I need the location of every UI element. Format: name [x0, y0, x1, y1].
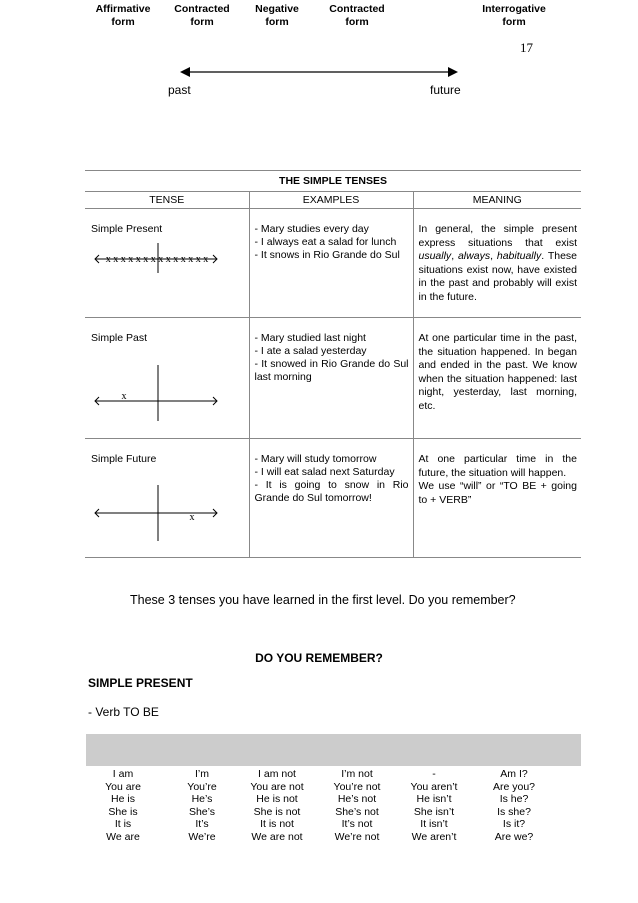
- example-line: - Mary will study tomorrow: [254, 453, 377, 465]
- table-row: [85, 318, 581, 439]
- conj-column-negative-contracted: I’m not You’re not He’s not She’s not It’s not We’re not: [333, 768, 381, 843]
- diagram-marks: x: [189, 512, 195, 523]
- conj-header: Contracted form: [174, 3, 230, 28]
- meaning-text: We use “will” or “TO BE + going to + VERB”: [418, 480, 577, 506]
- example-line: - It is going to snow in Rio Grande do Sul tomorrow!: [254, 479, 409, 504]
- simple-tenses-table: [85, 170, 581, 558]
- example-line: - It snows in Rio Grande do Sul: [254, 249, 400, 261]
- conj-header: Interrogative form: [482, 3, 546, 28]
- table-title: THE SIMPLE TENSES: [85, 171, 581, 192]
- example-line: - I always eat a salad for lunch: [254, 236, 397, 248]
- conj-column-contracted: I’m You’re He’s She’s It’s We’re: [187, 768, 217, 843]
- header-tense: TENSE: [85, 192, 249, 209]
- tense-name: Simple Past: [91, 332, 148, 344]
- timeline-diagram: [93, 363, 223, 421]
- conj-column-affirmative: I am You are He is She is It is We are: [105, 768, 141, 843]
- example-line: - Mary studies every day: [254, 223, 369, 235]
- conj-header: Negative form: [255, 3, 299, 28]
- timeline-diagram: [93, 483, 223, 543]
- meaning-text: At one particular time in the future, the situation will happen.: [418, 453, 577, 479]
- conj-header: Contracted form: [329, 3, 385, 28]
- conj-column-negative: I am not You are not He is not She is not It is not We are not: [250, 768, 304, 843]
- example-line: - It snowed in Rio Grande do Sul last morning: [254, 358, 409, 383]
- header-meaning: MEANING: [413, 192, 581, 209]
- section-heading: DO YOU REMEMBER?: [255, 651, 383, 665]
- table-row: [85, 439, 581, 558]
- remember-sentence: These 3 tenses you have learned in the first level. Do you remember?: [130, 593, 516, 607]
- tense-name: Simple Future: [91, 453, 157, 465]
- timeline-future-label: future: [430, 83, 461, 97]
- meaning-text: At one particular time in the past, the situation happened. In began and ended in the past. We know when the situation happened: last night, yesterday, last morning, etc.: [418, 332, 577, 412]
- example-line: - Mary studied last night: [254, 332, 366, 344]
- example-line: - I ate a salad yesterday: [254, 345, 367, 357]
- timeline-arrow: [170, 62, 470, 82]
- conj-column-short-negative: - You aren’t He isn’t She isn’t It isn’t We aren’t: [410, 768, 458, 843]
- meaning-text: In general, the simple present express situations that exist usually, always, habitually. These situations exist now, have existed in the past and probably will exist in the future.: [418, 223, 577, 303]
- table-row: [85, 209, 581, 318]
- subsection-title: - Verb TO BE: [88, 705, 159, 719]
- page-number: 17: [520, 40, 533, 55]
- timeline-diagram: [93, 243, 223, 273]
- conjugation-header: [86, 734, 581, 766]
- diagram-marks: x x x x x x x x x x x x x x: [105, 254, 209, 265]
- conj-header: Affirmative form: [95, 3, 151, 28]
- conj-column-interrogative: Am I? Are you? Is he? Is she? Is it? Are we?: [492, 768, 536, 843]
- section-title: SIMPLE PRESENT: [88, 676, 193, 690]
- example-line: - I will eat salad next Saturday: [254, 466, 395, 478]
- tense-name: Simple Present: [91, 223, 163, 235]
- header-examples: EXAMPLES: [249, 192, 413, 209]
- timeline-past-label: past: [168, 83, 191, 97]
- diagram-marks: x: [121, 391, 127, 402]
